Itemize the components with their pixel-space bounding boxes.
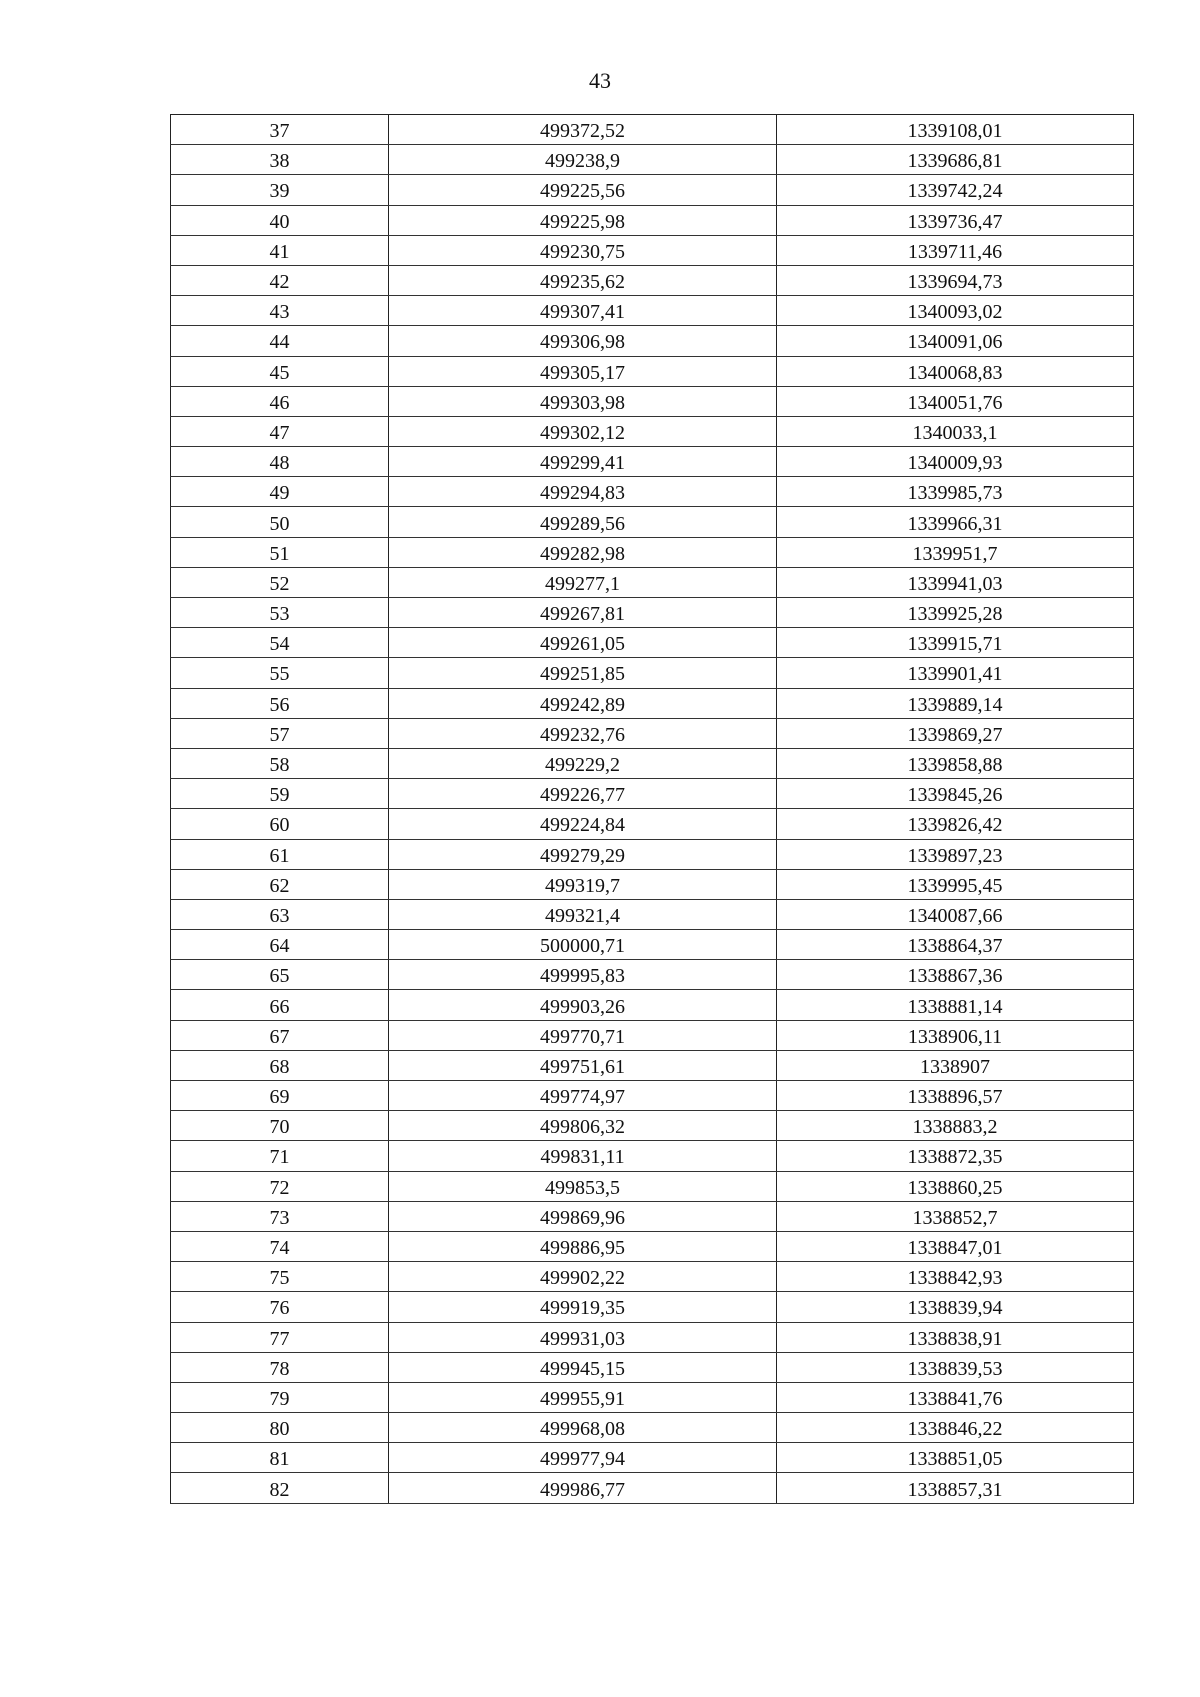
y-coordinate-cell: 1338883,2	[777, 1111, 1134, 1141]
table-row	[171, 175, 1134, 205]
y-coordinate-cell: 1338846,22	[777, 1413, 1134, 1443]
table-row	[171, 1111, 1134, 1141]
x-coordinate-cell: 499235,62	[389, 265, 777, 295]
point-number-cell: 60	[171, 809, 389, 839]
y-coordinate-cell: 1339694,73	[777, 265, 1134, 295]
table-row	[171, 145, 1134, 175]
x-coordinate-cell: 499968,08	[389, 1413, 777, 1443]
y-coordinate-cell: 1338839,94	[777, 1292, 1134, 1322]
table-row	[171, 899, 1134, 929]
y-coordinate-cell: 1338841,76	[777, 1382, 1134, 1412]
x-coordinate-cell: 499945,15	[389, 1352, 777, 1382]
y-coordinate-cell: 1338872,35	[777, 1141, 1134, 1171]
y-coordinate-cell: 1339915,71	[777, 628, 1134, 658]
x-coordinate-cell: 499977,94	[389, 1443, 777, 1473]
y-coordinate-cell: 1339985,73	[777, 477, 1134, 507]
table-row	[171, 1141, 1134, 1171]
y-coordinate-cell: 1340091,06	[777, 326, 1134, 356]
table-row	[171, 869, 1134, 899]
y-coordinate-cell: 1339995,45	[777, 869, 1134, 899]
x-coordinate-cell: 499307,41	[389, 296, 777, 326]
x-coordinate-cell: 499372,52	[389, 115, 777, 145]
point-number-cell: 55	[171, 658, 389, 688]
x-coordinate-cell: 499919,35	[389, 1292, 777, 1322]
x-coordinate-cell: 499995,83	[389, 960, 777, 990]
y-coordinate-cell: 1338851,05	[777, 1443, 1134, 1473]
table-row	[171, 779, 1134, 809]
x-coordinate-cell: 499238,9	[389, 145, 777, 175]
point-number-cell: 73	[171, 1201, 389, 1231]
table-row	[171, 265, 1134, 295]
x-coordinate-cell: 499261,05	[389, 628, 777, 658]
x-coordinate-cell: 499806,32	[389, 1111, 777, 1141]
point-number-cell: 67	[171, 1020, 389, 1050]
table-row	[171, 296, 1134, 326]
table-row	[171, 356, 1134, 386]
table-row	[171, 567, 1134, 597]
point-number-cell: 50	[171, 507, 389, 537]
point-number-cell: 52	[171, 567, 389, 597]
point-number-cell: 43	[171, 296, 389, 326]
x-coordinate-cell: 499302,12	[389, 416, 777, 446]
point-number-cell: 57	[171, 718, 389, 748]
y-coordinate-cell: 1338867,36	[777, 960, 1134, 990]
table-row	[171, 839, 1134, 869]
point-number-cell: 44	[171, 326, 389, 356]
x-coordinate-cell: 499305,17	[389, 356, 777, 386]
point-number-cell: 75	[171, 1262, 389, 1292]
point-number-cell: 69	[171, 1081, 389, 1111]
table-row	[171, 1231, 1134, 1261]
y-coordinate-cell: 1339925,28	[777, 598, 1134, 628]
table-row	[171, 1262, 1134, 1292]
y-coordinate-cell: 1338857,31	[777, 1473, 1134, 1503]
y-coordinate-cell: 1339858,88	[777, 748, 1134, 778]
x-coordinate-cell: 499751,61	[389, 1050, 777, 1080]
point-number-cell: 48	[171, 447, 389, 477]
y-coordinate-cell: 1338852,7	[777, 1201, 1134, 1231]
table-row	[171, 1201, 1134, 1231]
table-row	[171, 598, 1134, 628]
x-coordinate-cell: 499230,75	[389, 235, 777, 265]
y-coordinate-cell: 1338881,14	[777, 990, 1134, 1020]
table-row	[171, 930, 1134, 960]
table-row	[171, 1352, 1134, 1382]
y-coordinate-cell: 1339951,7	[777, 537, 1134, 567]
y-coordinate-cell: 1339966,31	[777, 507, 1134, 537]
x-coordinate-cell: 499886,95	[389, 1231, 777, 1261]
table-row	[171, 1020, 1134, 1050]
x-coordinate-cell: 499770,71	[389, 1020, 777, 1050]
x-coordinate-cell: 499279,29	[389, 839, 777, 869]
point-number-cell: 77	[171, 1322, 389, 1352]
table-row	[171, 718, 1134, 748]
point-number-cell: 66	[171, 990, 389, 1020]
table-row	[171, 1050, 1134, 1080]
point-number-cell: 38	[171, 145, 389, 175]
y-coordinate-cell: 1338864,37	[777, 930, 1134, 960]
x-coordinate-cell: 499242,89	[389, 688, 777, 718]
y-coordinate-cell: 1338906,11	[777, 1020, 1134, 1050]
y-coordinate-cell: 1339897,23	[777, 839, 1134, 869]
table-row	[171, 115, 1134, 145]
point-number-cell: 56	[171, 688, 389, 718]
table-row	[171, 1413, 1134, 1443]
point-number-cell: 49	[171, 477, 389, 507]
table-row	[171, 1292, 1134, 1322]
point-number-cell: 78	[171, 1352, 389, 1382]
x-coordinate-cell: 499232,76	[389, 718, 777, 748]
x-coordinate-cell: 499955,91	[389, 1382, 777, 1412]
x-coordinate-cell: 499289,56	[389, 507, 777, 537]
point-number-cell: 63	[171, 899, 389, 929]
point-number-cell: 42	[171, 265, 389, 295]
y-coordinate-cell: 1338896,57	[777, 1081, 1134, 1111]
page-number: 43	[589, 68, 611, 93]
y-coordinate-cell: 1339941,03	[777, 567, 1134, 597]
point-number-cell: 72	[171, 1171, 389, 1201]
coordinates-table	[170, 114, 1134, 1504]
y-coordinate-cell: 1340087,66	[777, 899, 1134, 929]
y-coordinate-cell: 1339686,81	[777, 145, 1134, 175]
table-row	[171, 326, 1134, 356]
point-number-cell: 80	[171, 1413, 389, 1443]
x-coordinate-cell: 499225,98	[389, 205, 777, 235]
table-row	[171, 1081, 1134, 1111]
point-number-cell: 51	[171, 537, 389, 567]
point-number-cell: 39	[171, 175, 389, 205]
table-row	[171, 688, 1134, 718]
y-coordinate-cell: 1340068,83	[777, 356, 1134, 386]
y-coordinate-cell: 1339901,41	[777, 658, 1134, 688]
x-coordinate-cell: 499831,11	[389, 1141, 777, 1171]
point-number-cell: 46	[171, 386, 389, 416]
point-number-cell: 81	[171, 1443, 389, 1473]
table-row	[171, 1443, 1134, 1473]
table-row	[171, 628, 1134, 658]
x-coordinate-cell: 499319,7	[389, 869, 777, 899]
point-number-cell: 76	[171, 1292, 389, 1322]
point-number-cell: 37	[171, 115, 389, 145]
table-row	[171, 386, 1134, 416]
table-row	[171, 809, 1134, 839]
table-row	[171, 960, 1134, 990]
y-coordinate-cell: 1339736,47	[777, 205, 1134, 235]
y-coordinate-cell: 1339826,42	[777, 809, 1134, 839]
y-coordinate-cell: 1340033,1	[777, 416, 1134, 446]
point-number-cell: 65	[171, 960, 389, 990]
point-number-cell: 74	[171, 1231, 389, 1261]
table-row	[171, 1322, 1134, 1352]
point-number-cell: 54	[171, 628, 389, 658]
x-coordinate-cell: 499903,26	[389, 990, 777, 1020]
x-coordinate-cell: 499277,1	[389, 567, 777, 597]
x-coordinate-cell: 499931,03	[389, 1322, 777, 1352]
y-coordinate-cell: 1339889,14	[777, 688, 1134, 718]
x-coordinate-cell: 500000,71	[389, 930, 777, 960]
y-coordinate-cell: 1339108,01	[777, 115, 1134, 145]
table-row	[171, 235, 1134, 265]
coordinates-table-body	[171, 115, 1134, 1504]
y-coordinate-cell: 1339845,26	[777, 779, 1134, 809]
y-coordinate-cell: 1338907	[777, 1050, 1134, 1080]
y-coordinate-cell: 1339869,27	[777, 718, 1134, 748]
y-coordinate-cell: 1338838,91	[777, 1322, 1134, 1352]
y-coordinate-cell: 1340051,76	[777, 386, 1134, 416]
point-number-cell: 70	[171, 1111, 389, 1141]
y-coordinate-cell: 1338842,93	[777, 1262, 1134, 1292]
x-coordinate-cell: 499226,77	[389, 779, 777, 809]
y-coordinate-cell: 1338839,53	[777, 1352, 1134, 1382]
x-coordinate-cell: 499306,98	[389, 326, 777, 356]
point-number-cell: 68	[171, 1050, 389, 1080]
x-coordinate-cell: 499869,96	[389, 1201, 777, 1231]
x-coordinate-cell: 499282,98	[389, 537, 777, 567]
x-coordinate-cell: 499299,41	[389, 447, 777, 477]
x-coordinate-cell: 499986,77	[389, 1473, 777, 1503]
table-row	[171, 990, 1134, 1020]
y-coordinate-cell: 1340093,02	[777, 296, 1134, 326]
point-number-cell: 79	[171, 1382, 389, 1412]
y-coordinate-cell: 1339711,46	[777, 235, 1134, 265]
x-coordinate-cell: 499774,97	[389, 1081, 777, 1111]
x-coordinate-cell: 499303,98	[389, 386, 777, 416]
point-number-cell: 61	[171, 839, 389, 869]
table-row	[171, 416, 1134, 446]
table-row	[171, 507, 1134, 537]
point-number-cell: 45	[171, 356, 389, 386]
y-coordinate-cell: 1338860,25	[777, 1171, 1134, 1201]
table-row	[171, 1382, 1134, 1412]
point-number-cell: 53	[171, 598, 389, 628]
x-coordinate-cell: 499321,4	[389, 899, 777, 929]
table-row	[171, 1171, 1134, 1201]
x-coordinate-cell: 499902,22	[389, 1262, 777, 1292]
table-row	[171, 537, 1134, 567]
table-row	[171, 658, 1134, 688]
table-row	[171, 748, 1134, 778]
x-coordinate-cell: 499853,5	[389, 1171, 777, 1201]
point-number-cell: 40	[171, 205, 389, 235]
y-coordinate-cell: 1340009,93	[777, 447, 1134, 477]
point-number-cell: 41	[171, 235, 389, 265]
point-number-cell: 47	[171, 416, 389, 446]
x-coordinate-cell: 499225,56	[389, 175, 777, 205]
point-number-cell: 59	[171, 779, 389, 809]
y-coordinate-cell: 1339742,24	[777, 175, 1134, 205]
table-row	[171, 477, 1134, 507]
x-coordinate-cell: 499229,2	[389, 748, 777, 778]
point-number-cell: 71	[171, 1141, 389, 1171]
table-row	[171, 205, 1134, 235]
point-number-cell: 58	[171, 748, 389, 778]
x-coordinate-cell: 499224,84	[389, 809, 777, 839]
point-number-cell: 62	[171, 869, 389, 899]
x-coordinate-cell: 499251,85	[389, 658, 777, 688]
x-coordinate-cell: 499267,81	[389, 598, 777, 628]
point-number-cell: 64	[171, 930, 389, 960]
table-row	[171, 447, 1134, 477]
table-row	[171, 1473, 1134, 1503]
x-coordinate-cell: 499294,83	[389, 477, 777, 507]
point-number-cell: 82	[171, 1473, 389, 1503]
y-coordinate-cell: 1338847,01	[777, 1231, 1134, 1261]
